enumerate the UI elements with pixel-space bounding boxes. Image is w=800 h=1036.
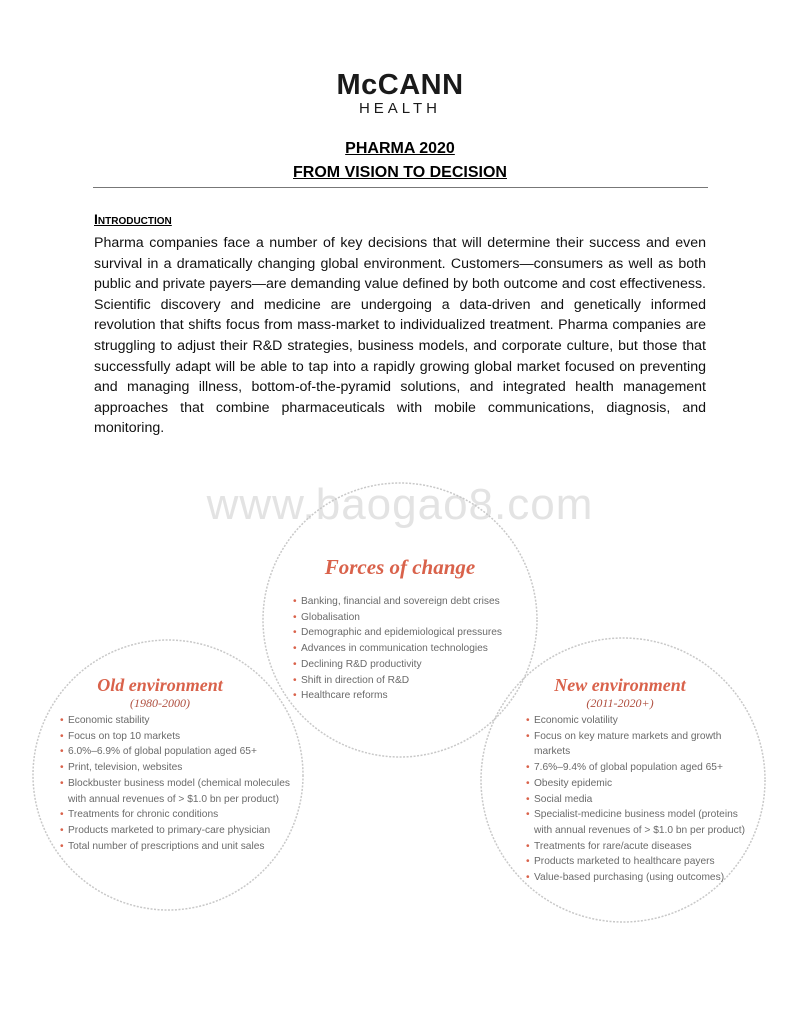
list-item: • Blockbuster business model (chemical molecules with annual revenues of > $1.0 bn per product) [60, 776, 295, 807]
list-item: • Value-based purchasing (using outcomes) [526, 870, 756, 886]
list-item: • Focus on key mature markets and growth markets [526, 729, 756, 760]
logo-wordmark: McCANN [336, 69, 464, 101]
new-env-list [526, 713, 756, 886]
old-env-title: Old environment [97, 675, 223, 695]
list-item: • Print, television, websites [60, 760, 295, 776]
new-env-period: (2011-2020+) [586, 696, 654, 710]
list-item: • Economic volatility [526, 713, 756, 729]
list-item: • Products marketed to healthcare payers [526, 854, 756, 870]
title-line-1: PHARMA 2020 [345, 140, 455, 157]
list-item: • 6.0%–6.9% of global population aged 65+ [60, 744, 295, 760]
title-line-2: FROM VISION TO DECISION [293, 164, 507, 181]
introduction-paragraph: Pharma companies face a number of key decisions that will determine their success and even survival in a dramatically changing global environment. Customers—consumers as well as both public and private payers—are demanding value defined by both outcome and cost effectiveness. Scientific discovery and medicine are undergoing a data-driven and genetically informed revolution that shifts focus from mass-market to individualized treatment. Pharma companies are struggling to adjust their R&D strategies, business models, and corporate culture, but those that successfully adapt will be able to tap into a rapidly growing global market focused on preventing and managing illness, bottom-of-the-pyramid solutions, and integrated health management approaches that combine pharmaceuticals with mobile communications, diagnosis, and monitoring. [94, 235, 706, 437]
list-item: • Social media [526, 792, 756, 808]
list-item: • 7.6%–9.4% of global population aged 65+ [526, 760, 756, 776]
list-item: • Declining R&D productivity [293, 657, 523, 673]
list-item: • Obesity epidemic [526, 776, 756, 792]
list-item: • Specialist-medicine business model (proteins with annual revenues of > $1.0 bn per product) [526, 807, 756, 838]
list-item: • Treatments for rare/acute diseases [526, 839, 756, 855]
new-env-title: New environment [554, 675, 686, 695]
list-item: • Banking, financial and sovereign debt crises [293, 594, 523, 610]
watermark: www.baogao8.com [206, 480, 594, 529]
list-item: • Demographic and epidemiological pressures [293, 625, 523, 641]
list-item: • Products marketed to primary-care physician [60, 823, 295, 839]
list-item: • Economic stability [60, 713, 295, 729]
old-env-list [60, 713, 295, 854]
list-item: • Treatments for chronic conditions [60, 807, 295, 823]
introduction-heading: Introduction [94, 211, 172, 227]
list-item: • Advances in communication technologies [293, 641, 523, 657]
list-item: • Globalisation [293, 610, 523, 626]
logo-subtitle: HEALTH [358, 100, 442, 117]
list-item: • Total number of prescriptions and unit sales [60, 839, 295, 855]
list-item: • Focus on top 10 markets [60, 729, 295, 745]
list-item: • Shift in direction of R&D [293, 673, 523, 689]
forces-title: Forces of change [324, 555, 476, 579]
list-item: • Healthcare reforms [293, 688, 523, 704]
forces-list [293, 594, 523, 704]
old-env-period: (1980-2000) [130, 696, 190, 710]
